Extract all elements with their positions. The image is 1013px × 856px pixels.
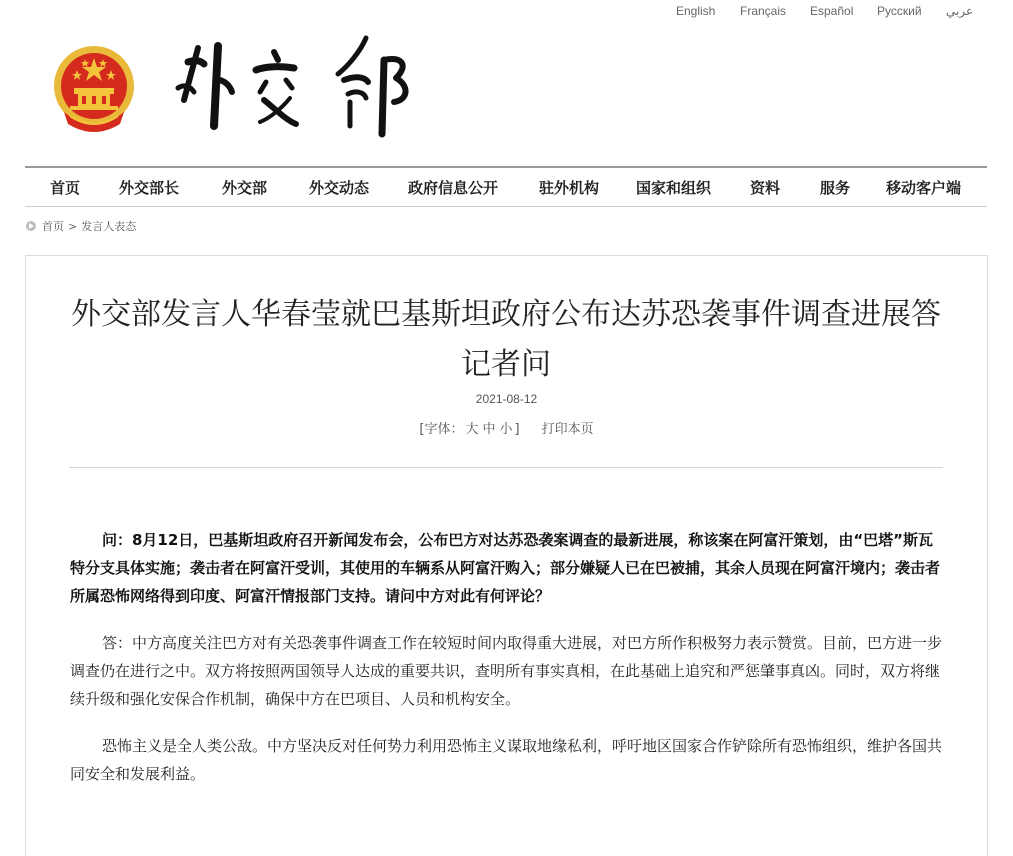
font-size-label: [字体： xyxy=(419,422,464,437)
ministry-calligraphy-logo[interactable] xyxy=(170,30,430,140)
font-size-large-button[interactable]: 大 xyxy=(465,422,479,437)
nav-item-missions-abroad[interactable]: 驻外机构 xyxy=(539,179,600,197)
article-tools xyxy=(26,418,987,437)
national-emblem-icon[interactable] xyxy=(52,44,136,134)
nav-item-diplomatic-news[interactable]: 外交动态 xyxy=(309,179,370,197)
breadcrumb-home-link[interactable]: 首页 xyxy=(42,220,64,233)
question-paragraph: 问：8月12日，巴基斯坦政府召开新闻发布会，公布巴方对达苏恐袭案调查的最新进展，称该案在阿富汗策划，由“巴塔”斯瓦特分支具体实施；袭击者在阿富汗受训，其使用的车辆系从阿富汗购入；部分嫌疑人已在巴被捕，其余人员现在阿富汗境内；袭击者所属恐怖网络得到印度、阿富汗情报部门支持。请问中方对此有何评论？ xyxy=(70,531,941,605)
body-paragraph: 恐怖主义是全人类公敌。中方坚决反对任何势力利用恐怖主义谋取地缘私利，呼吁地区国家合作铲除所有恐怖组织，维护各国共同安全和发展利益。 xyxy=(70,737,943,783)
nav-item-mobile-client[interactable]: 移动客户端 xyxy=(886,179,962,197)
nav-item-countries-orgs[interactable]: 国家和组织 xyxy=(636,179,712,197)
nav-item-resources[interactable]: 资料 xyxy=(750,179,781,197)
language-link-english[interactable]: English xyxy=(676,4,716,18)
breadcrumb-separator: > xyxy=(68,220,78,233)
article-container xyxy=(25,255,988,856)
breadcrumb-arrow-icon xyxy=(26,221,36,231)
breadcrumb-current-link[interactable]: 发言人表态 xyxy=(81,220,137,233)
nav-item-gov-info[interactable]: 政府信息公开 xyxy=(408,179,499,197)
nav-item-home[interactable]: 首页 xyxy=(50,179,81,197)
print-page-button[interactable]: 打印本页 xyxy=(541,422,594,437)
nav-item-minister[interactable]: 外交部长 xyxy=(119,179,180,197)
font-size-control xyxy=(419,418,519,437)
article-title: 外交部发言人华春莹就巴基斯坦政府公布达苏恐袭事件调查进展答记者问 xyxy=(71,297,941,382)
font-size-close: ] xyxy=(514,422,520,437)
breadcrumb xyxy=(26,218,136,234)
title-divider xyxy=(69,467,943,468)
font-size-small-button[interactable]: 小 xyxy=(499,422,513,437)
language-bar xyxy=(650,4,980,22)
nav-item-services[interactable]: 服务 xyxy=(820,179,851,197)
main-nav xyxy=(25,168,987,207)
article-body xyxy=(70,526,943,807)
article-date: 2021-08-12 xyxy=(475,392,538,406)
language-link-spanish[interactable]: Español xyxy=(810,4,854,18)
language-link-russian[interactable]: Русский xyxy=(877,4,922,18)
language-link-arabic[interactable]: عربي xyxy=(946,4,974,18)
language-link-french[interactable]: Français xyxy=(740,4,787,18)
font-size-medium-button[interactable]: 中 xyxy=(482,422,496,437)
answer-paragraph: 答：中方高度关注巴方对有关恐袭事件调查工作在较短时间内取得重大进展，对巴方所作积极努力表示赞赏。目前，巴方进一步调查仍在进行之中。双方将按照两国领导人达成的重要共识，查明所有事实真相，在此基础上追究和严惩肇事真凶。同时，双方将继续升级和强化安保合作机制，确保中方在巴项目、人员和机构安全。 xyxy=(70,634,943,708)
nav-item-ministry[interactable]: 外交部 xyxy=(222,179,268,197)
